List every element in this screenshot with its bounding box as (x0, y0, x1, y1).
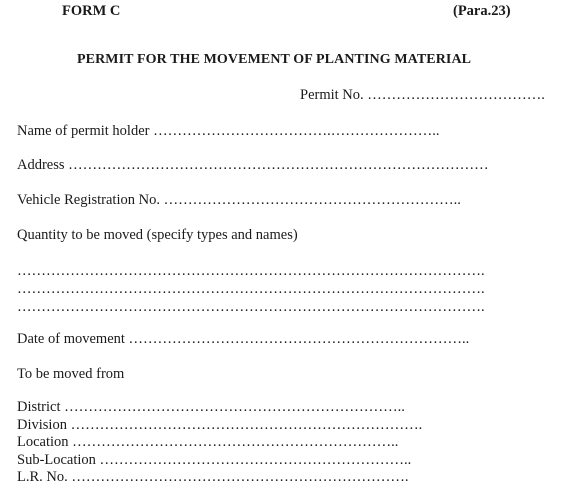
quantity-label: Quantity to be moved (specify types and names) (17, 227, 298, 243)
address-field: Address …………………………………………………………………………… (17, 157, 489, 173)
division-field: Division ………………………………………………………………. (17, 417, 423, 433)
quantity-blank-line: ……………………………………………………………………………………. (17, 299, 485, 315)
district-field: District …………………………………………………………….. (17, 399, 405, 415)
paragraph-reference: (Para.23) (453, 3, 511, 19)
date-of-movement-field: Date of movement …………………………………………………………….. (17, 331, 470, 347)
permit-holder-field: Name of permit holder ……………………………….………………….. (17, 123, 440, 139)
location-field: Location ………………………………………………………….. (17, 434, 399, 450)
lr-number-field: L.R. No. ……………………………………………………………. (17, 469, 409, 485)
form-code: FORM C (62, 3, 121, 19)
moved-from-label: To be moved from (17, 366, 125, 382)
permit-number-field: Permit No. ………………………………. (300, 87, 545, 103)
sub-location-field: Sub-Location ……………………………………………………….. (17, 452, 412, 468)
quantity-blank-line: ……………………………………………………………………………………. (17, 281, 485, 297)
quantity-blank-line: ……………………………………………………………………………………. (17, 263, 485, 279)
document-title: PERMIT FOR THE MOVEMENT OF PLANTING MATERIAL (77, 52, 472, 67)
vehicle-registration-field: Vehicle Registration No. …………………………………………………….. (17, 192, 461, 208)
